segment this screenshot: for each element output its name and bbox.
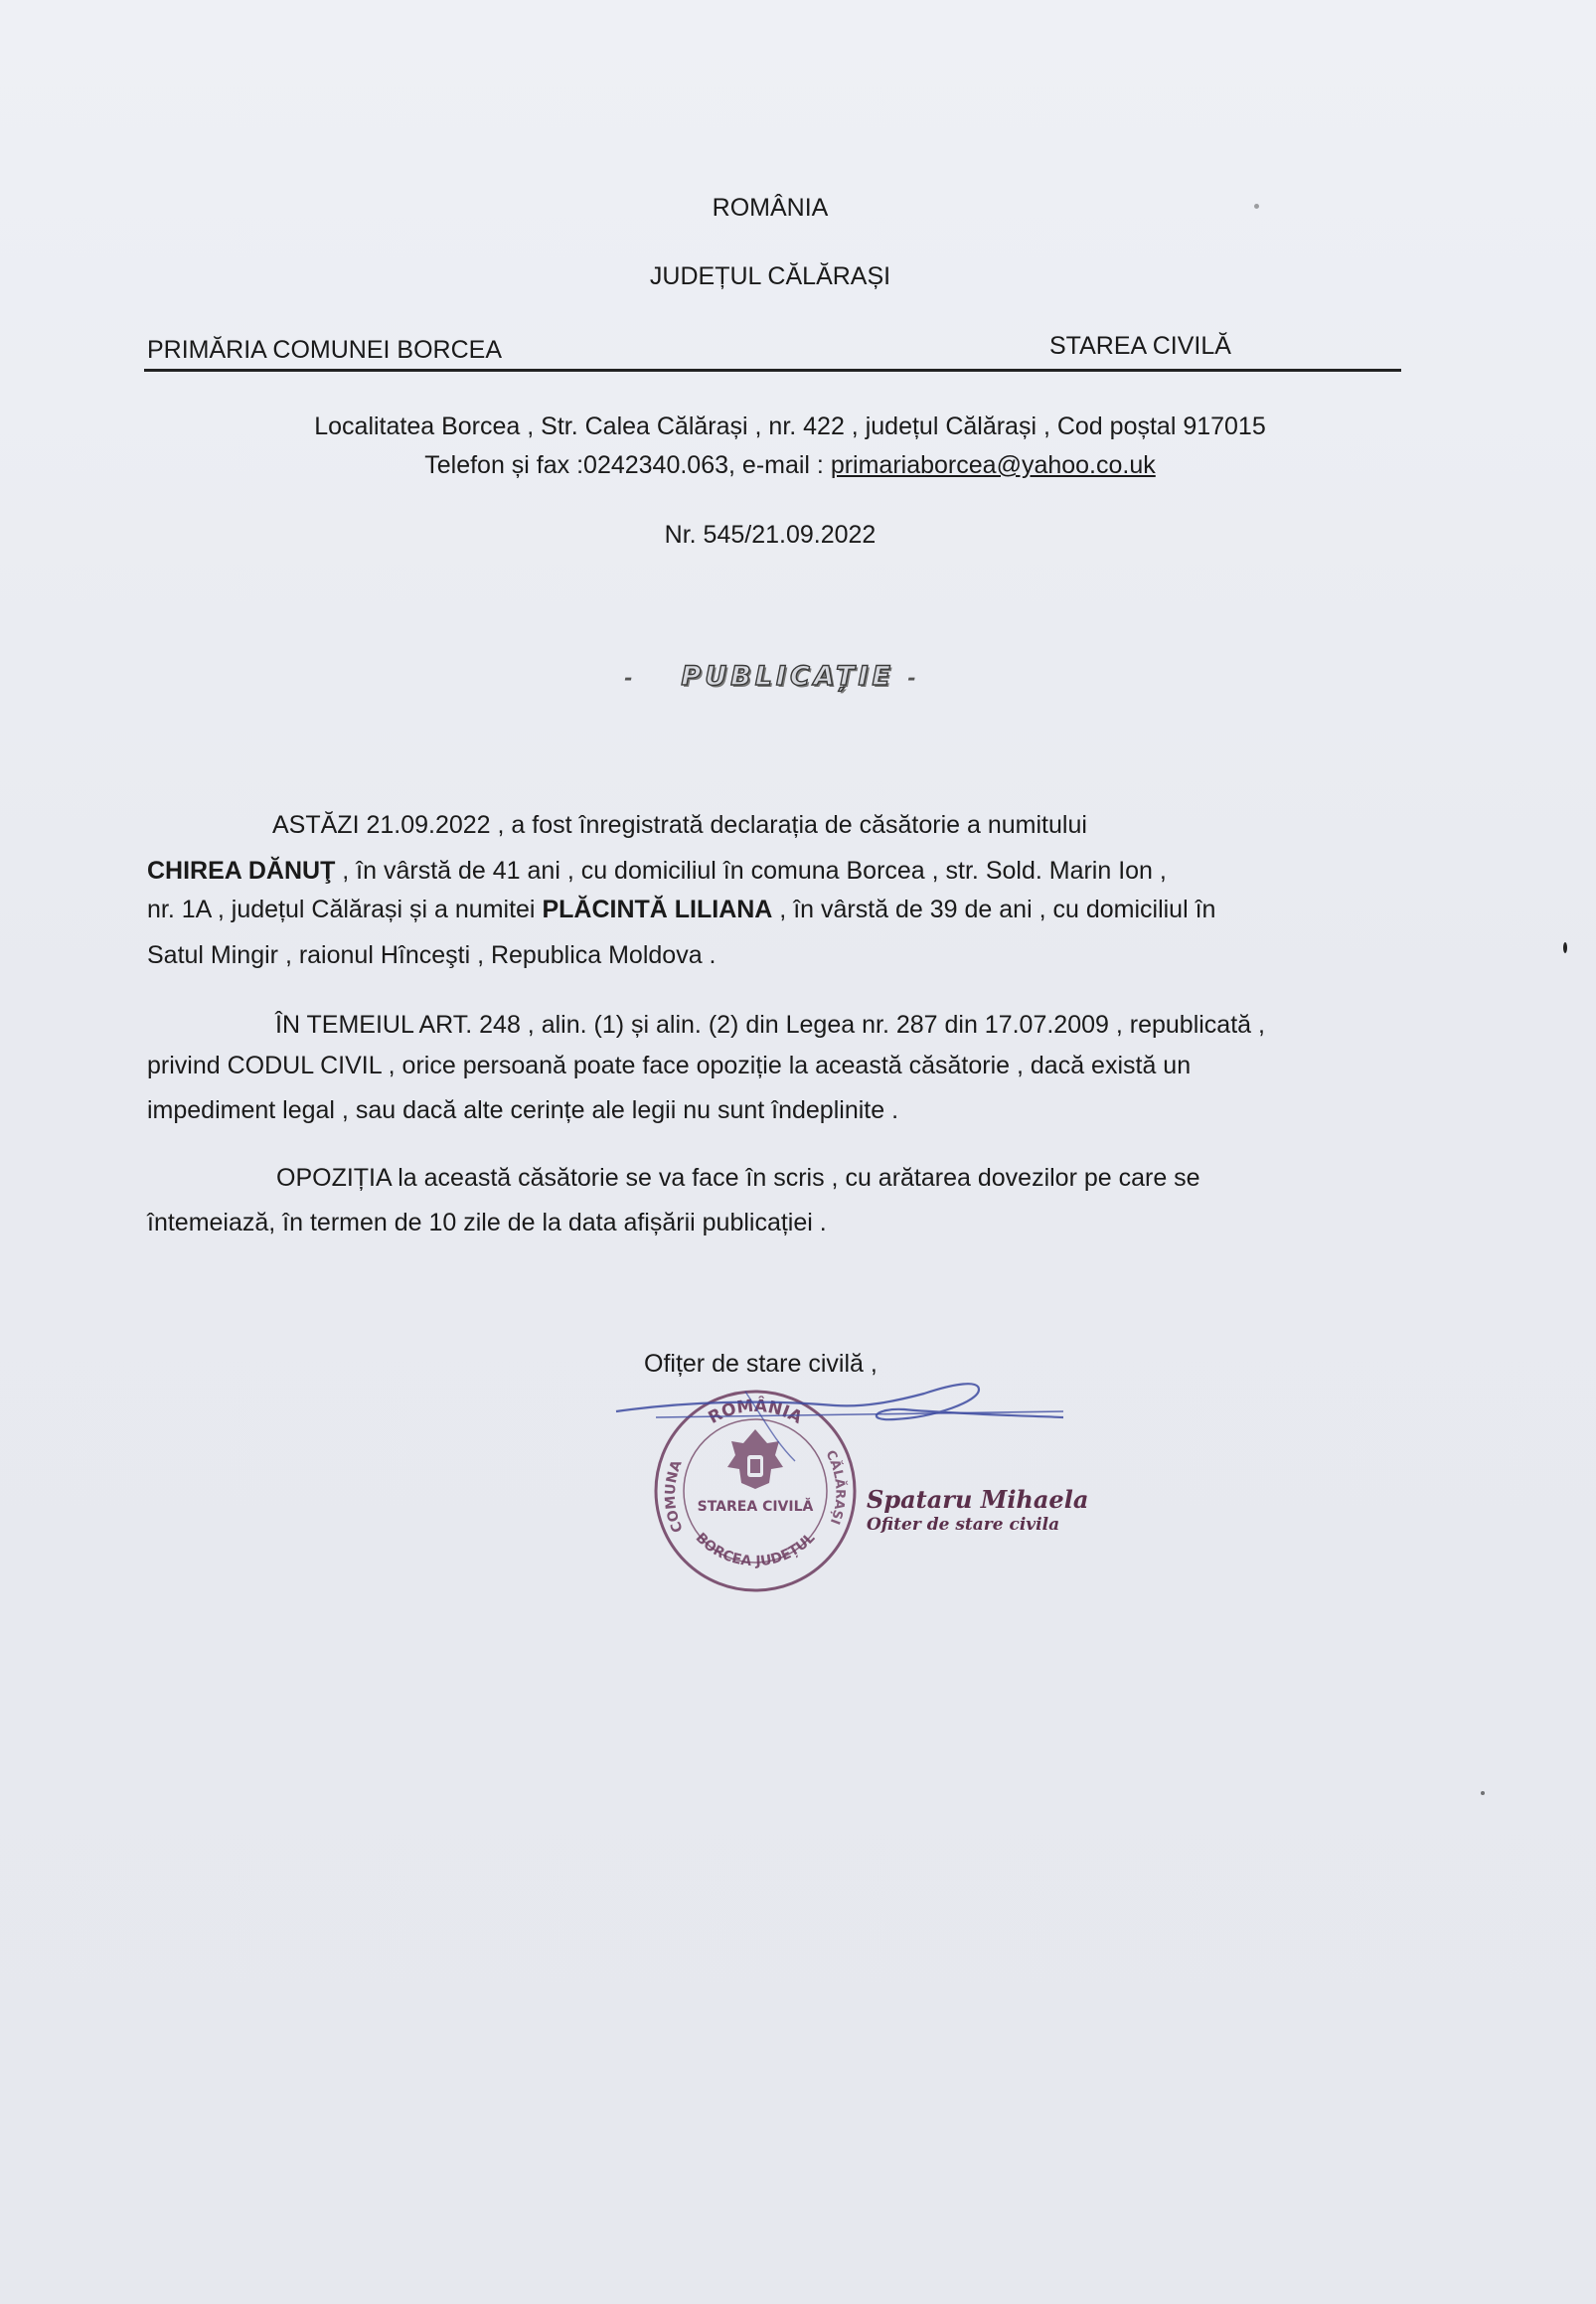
- document-title: [0, 661, 1540, 692]
- paper-speck: [1563, 942, 1567, 953]
- para1-line3: nr. 1A , județul Călărași și a numitei PLĂCINTĂ LILIANA , în vârstă de 39 de ani , cu domiciliul în: [147, 896, 1216, 923]
- groom-name: CHIREA DĂNUŢ: [147, 857, 336, 885]
- signer-title: Ofiter de stare civila: [867, 1515, 1060, 1535]
- stamp-text-left: COMUNA: [662, 1458, 687, 1535]
- para2-line2: privind CODUL CIVIL , orice persoană poate face opoziție la această căsătorie , dacă există un: [147, 1052, 1192, 1079]
- header-county: JUDEȚUL CĂLĂRAȘI: [649, 262, 891, 290]
- phone-fax: Telefon și fax :0242340.063, e-mail :: [424, 451, 831, 479]
- stamp-text-right: CĂLĂRAȘI: [822, 1447, 848, 1527]
- signer-name: Spataru Mihaela: [867, 1485, 1089, 1514]
- para3-line2: întemeiază, în termen de 10 zile de la data afișării publicației .: [147, 1209, 827, 1236]
- header-institution: PRIMĂRIA COMUNEI BORCEA: [147, 336, 502, 364]
- handwritten-signature: [596, 1372, 1073, 1481]
- para1-line2: CHIREA DĂNUŢ , în vârstă de 41 ani , cu domiciliul în comuna Borcea , str. Sold. Marin Ion ,: [147, 857, 1167, 885]
- title-dash-left: -: [624, 666, 633, 690]
- svg-text:BORCEA JUDEȚUL: [693, 1530, 819, 1569]
- signature-label: Ofițer de stare civilă ,: [644, 1350, 878, 1378]
- paper-speck: [1254, 204, 1259, 209]
- stamp-center-text: STAREA CIVILĂ: [697, 1499, 814, 1515]
- para2-line3: impediment legal , sau dacă alte cerințe ale legii nu sunt îndeplinite .: [147, 1096, 899, 1124]
- contact-line: [20, 450, 1560, 480]
- header-country: ROMÂNIA: [712, 194, 829, 222]
- stamp-text-bottom: BORCEA JUDEȚUL: [692, 1530, 819, 1570]
- address-line: Localitatea Borcea , Str. Calea Călărași , nr. 422 , județul Călărași , Cod poștal 917015: [314, 412, 1266, 440]
- title-dash-right: -: [907, 666, 916, 690]
- para2-line1: ÎN TEMEIUL ART. 248 , alin. (1) și alin. (2) din Legea nr. 287 din 17.07.2009 , republicată ,: [275, 1011, 1265, 1039]
- bride-name: PLĂCINTĂ LILIANA: [542, 896, 773, 923]
- stamp-text-top: ROMÂNIA: [705, 1396, 806, 1428]
- paper-speck: [1481, 1791, 1485, 1795]
- para3-line1: OPOZIȚIA la această căsătorie se va face în scris , cu arătarea dovezilor pe care se: [276, 1164, 1200, 1192]
- registration-number: Nr. 545/21.09.2022: [664, 521, 877, 549]
- document-title-text: PUBLICAȚIE: [681, 661, 894, 692]
- para1-line4: Satul Mingir , raionul Hînceşti , Republica Moldova .: [147, 941, 717, 969]
- header-divider: [144, 369, 1401, 372]
- para1-line1: ASTĂZI 21.09.2022 , a fost înregistrată declarația de căsătorie a numitului: [272, 811, 1087, 839]
- header-department: STAREA CIVILĂ: [1049, 332, 1231, 360]
- email-link[interactable]: primariaborcea@yahoo.co.uk: [830, 451, 1156, 479]
